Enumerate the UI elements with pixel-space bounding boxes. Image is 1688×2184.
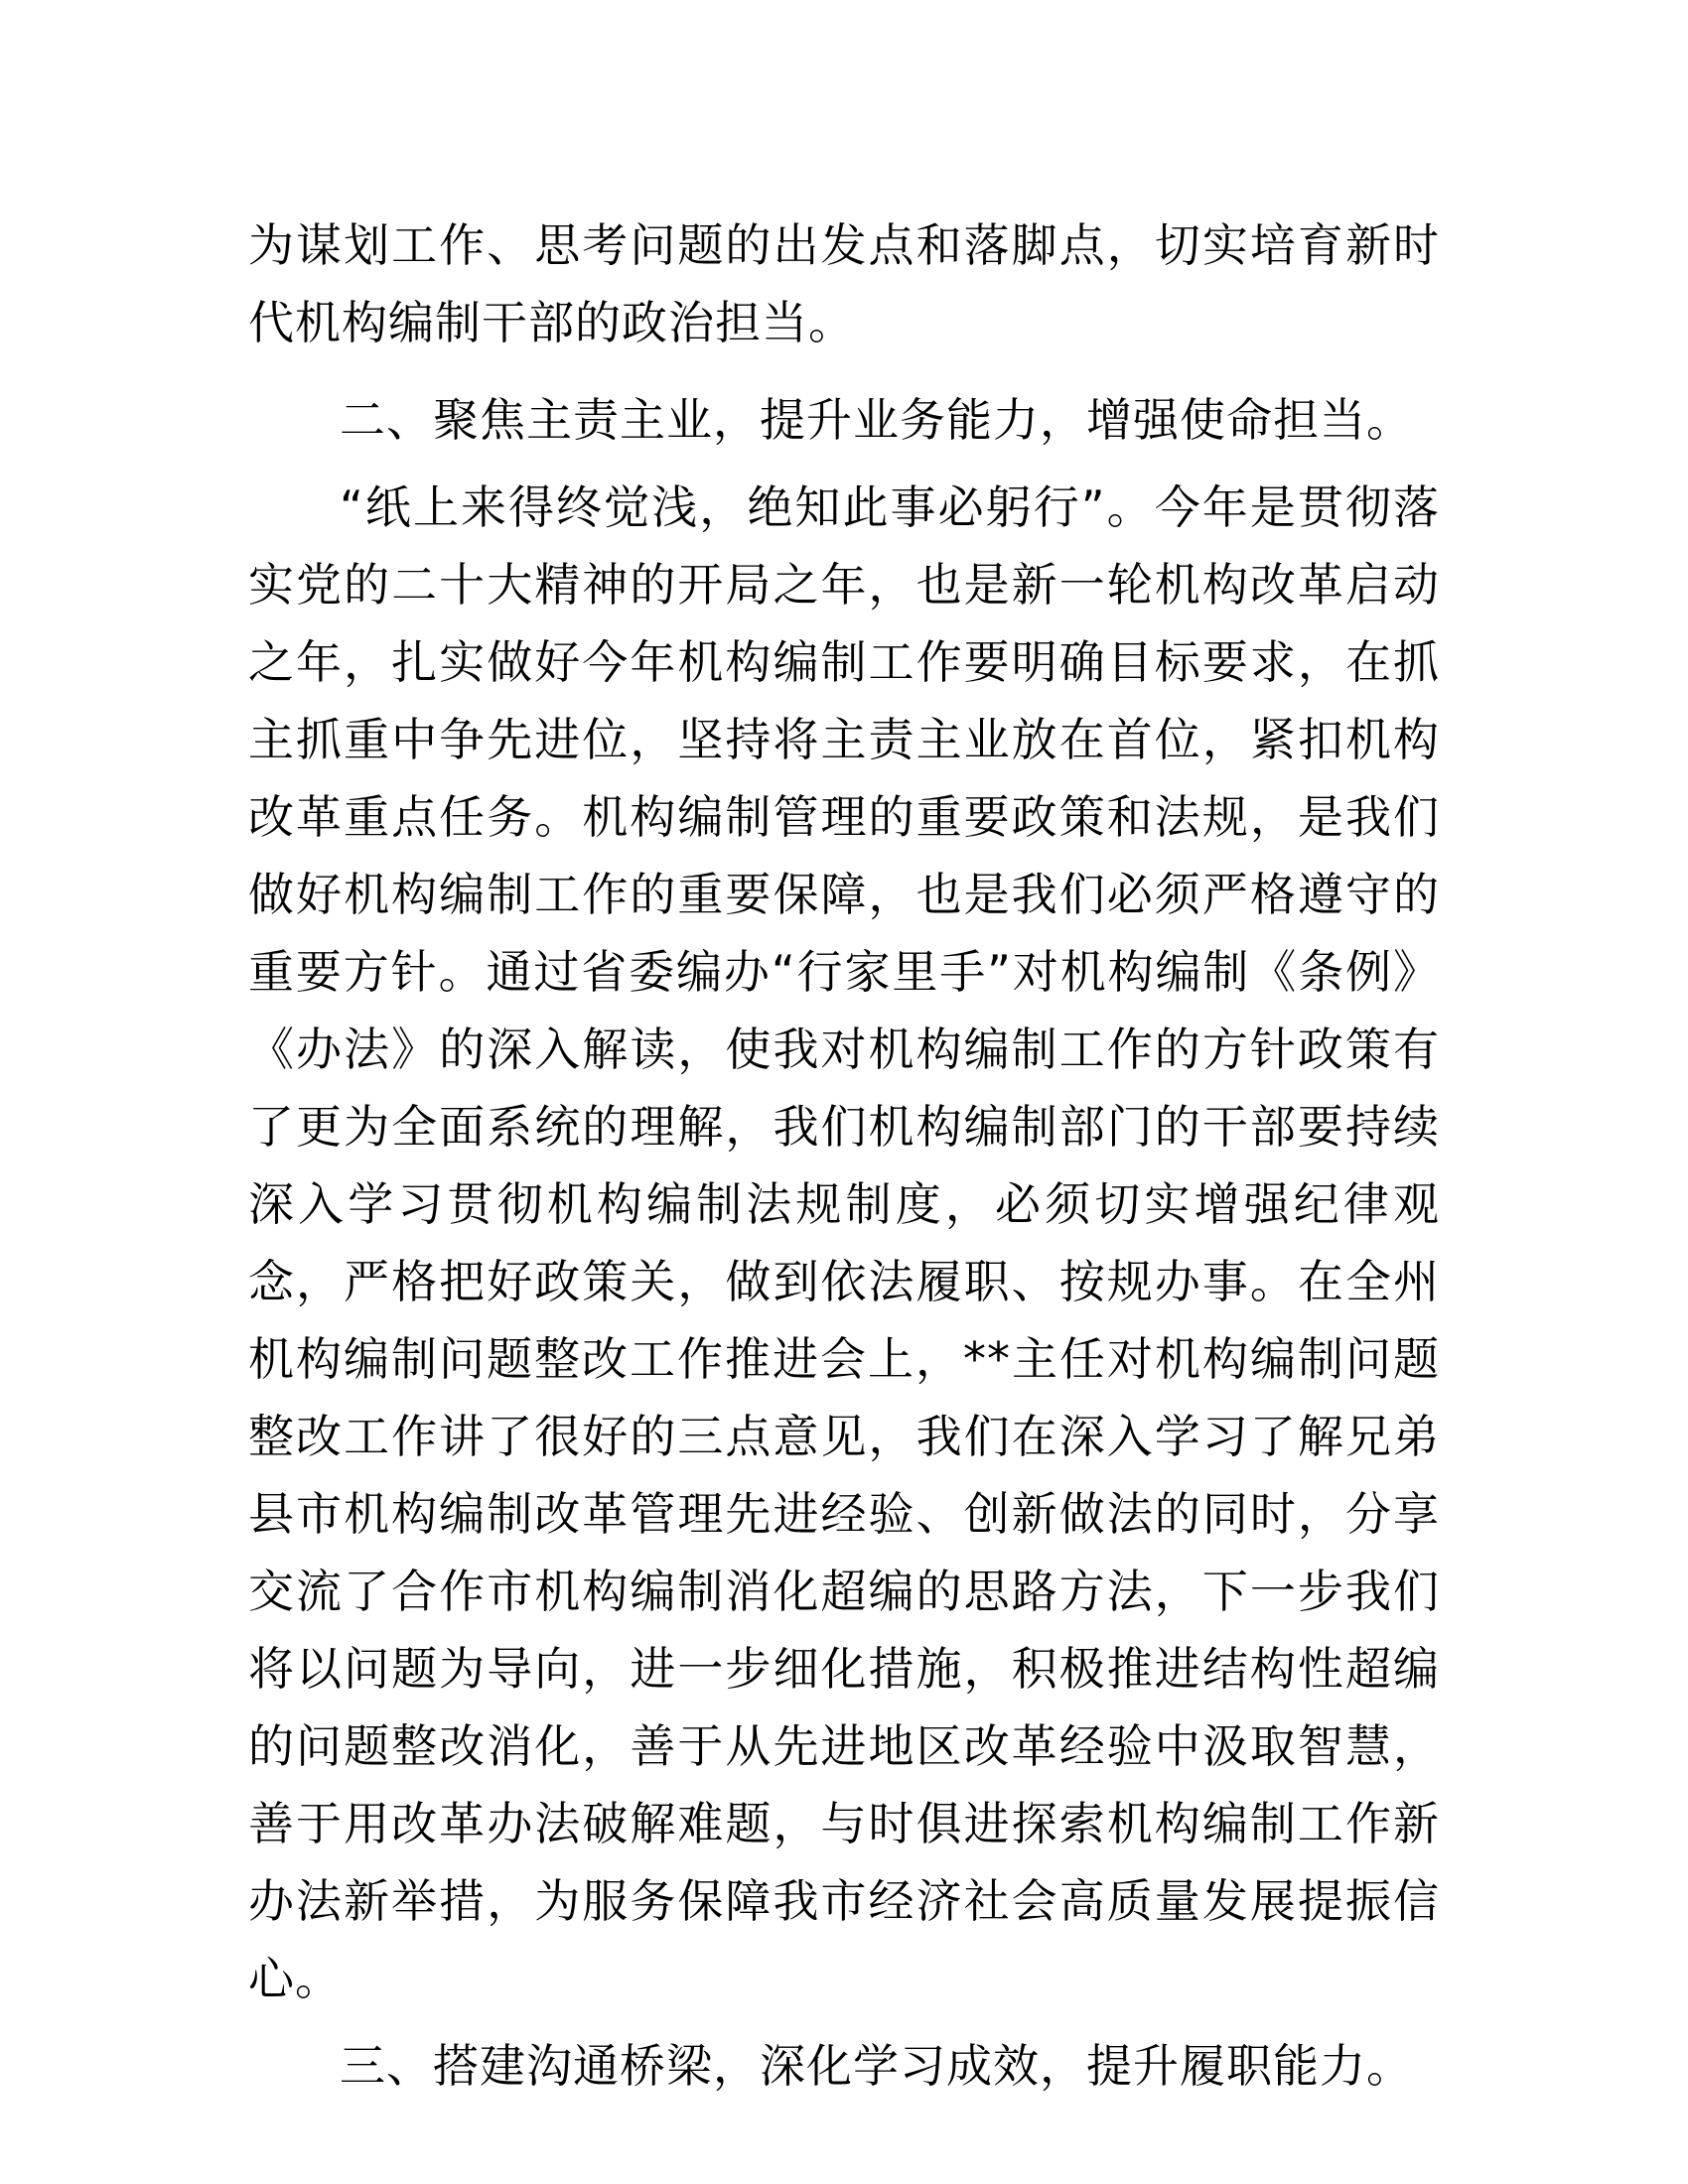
document-body (248, 206, 1440, 2115)
section-heading-2: 二、聚焦主责主业，提升业务能力，增强使命担当。 (340, 393, 1413, 447)
section-heading-3: 三、搭建沟通桥梁，深化学习成效，提升履职能力。 (340, 2039, 1413, 2093)
section-body-2: “纸上来得终觉浅，绝知此事必躬行”。今年是贯彻落实党的二十大精神的开局之年，也是新一轮机构改革启动之年，扎实做好今年机构编制工作要明确目标要求，在抓主抓重中争先进位，坚持将主责主业放在首位，紧扣机构改革重点任务。机构编制管理的重要政策和法规，是我们做好机构编制工作的重要保障，也是我们必须严格遵守的重要方针。通过省委编办“行家里手”对机构编制《条例》《办法》的深入解读，使我对机构编制工作的方针政策有了更为全面系统的理解，我们机构编制部门的干部要持续深入学习贯彻机构编制法规制度，必须切实增强纪律观念，严格把好政策关，做到依法履职、按规办事。在全州机构编制问题整改工作推进会上，**主任对机构编制问题整改工作讲了很好的三点意见，我们在深入学习了解兄弟县市机构编制改革管理先进经验、创新做法的同时，分享交流了合作市机构编制消化超编的思路方法，下一步我们将以问题为导向，进一步细化措施，积极推进结构性超编的问题整改消化，善于从先进地区改革经验中汲取智慧，善于用改革办法破解难题，与时俱进探索机构编制工作新办法新举措，为服务保障我市经济社会高质量发展提振信心。 (248, 480, 1440, 2005)
continuation-paragraph: 为谋划工作、思考问题的出发点和落脚点，切实培育新时代机构编制干部的政治担当。 (248, 218, 1440, 349)
paragraph-spacer (248, 361, 1440, 371)
